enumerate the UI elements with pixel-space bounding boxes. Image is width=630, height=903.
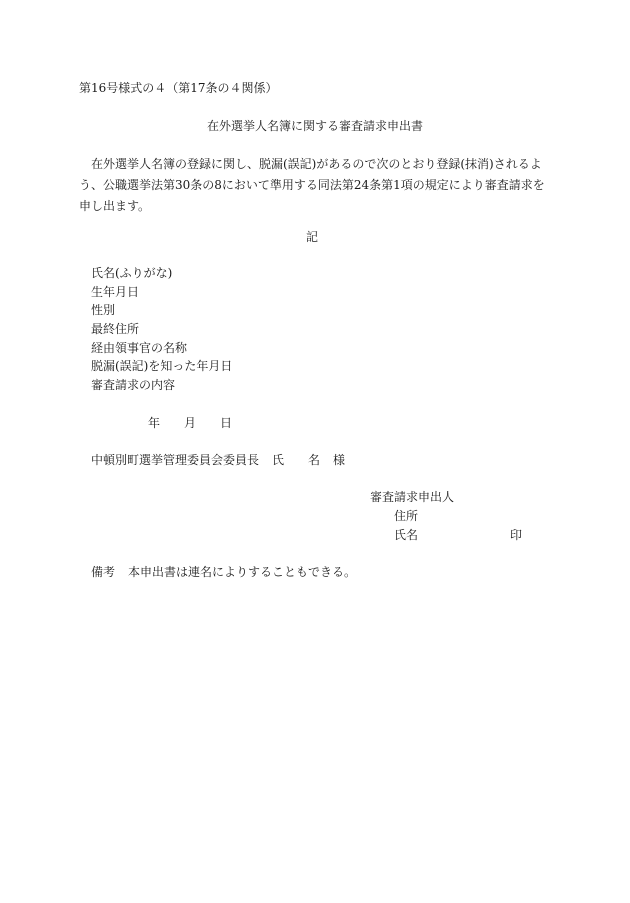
ki-heading bbox=[0, 230, 630, 245]
item-date-known: 脱漏(誤記)を知った年月日 bbox=[91, 359, 233, 374]
item-sex: 性別 bbox=[91, 303, 116, 318]
date-line bbox=[148, 416, 232, 431]
applicant-label: 審査請求申出人 bbox=[370, 490, 455, 504]
item-consul-name: 経由領事官の名称 bbox=[91, 340, 188, 355]
item-name-furigana: 氏名(ふりがな) bbox=[91, 266, 173, 280]
addressee-sama: 様 bbox=[333, 453, 346, 467]
remark-label: 備考 bbox=[91, 565, 116, 579]
remark-line bbox=[91, 565, 356, 580]
date-year: 年 bbox=[148, 416, 161, 430]
remark-text: 本申出書は連名によりすることもできる。 bbox=[128, 565, 357, 579]
item-birthdate: 生年月日 bbox=[91, 284, 140, 299]
request-paragraph: 在外選挙人名簿の登録に関し、脱漏(誤記)があるので次のとおり登録(抹消)されるよう、公職選挙法第30条の8において準用する同法第24条第1項の規定により審査請求を申し出ます。 bbox=[79, 157, 545, 213]
applicant-address-label: 住所 bbox=[394, 509, 419, 523]
addressee-shi: 氏 bbox=[272, 453, 285, 467]
form-number: 第16号様式の４（第17条の４関係） bbox=[79, 81, 278, 95]
addressee-org: 中頓別町選挙管理委員会委員長 bbox=[91, 453, 260, 467]
addressee-mei: 名 bbox=[308, 453, 321, 467]
applicant-name-label: 氏名 bbox=[394, 528, 419, 542]
seal-label: 印 bbox=[510, 528, 523, 542]
document-title: 在外選挙人名簿に関する審査請求申出書 bbox=[206, 119, 423, 133]
addressee-line bbox=[91, 453, 345, 468]
item-list bbox=[91, 266, 232, 397]
date-month: 月 bbox=[184, 416, 197, 430]
item-request-content: 審査請求の内容 bbox=[91, 378, 176, 393]
item-last-address: 最終住所 bbox=[91, 322, 140, 337]
ki-label: 記 bbox=[305, 230, 318, 244]
date-day: 日 bbox=[220, 416, 233, 430]
